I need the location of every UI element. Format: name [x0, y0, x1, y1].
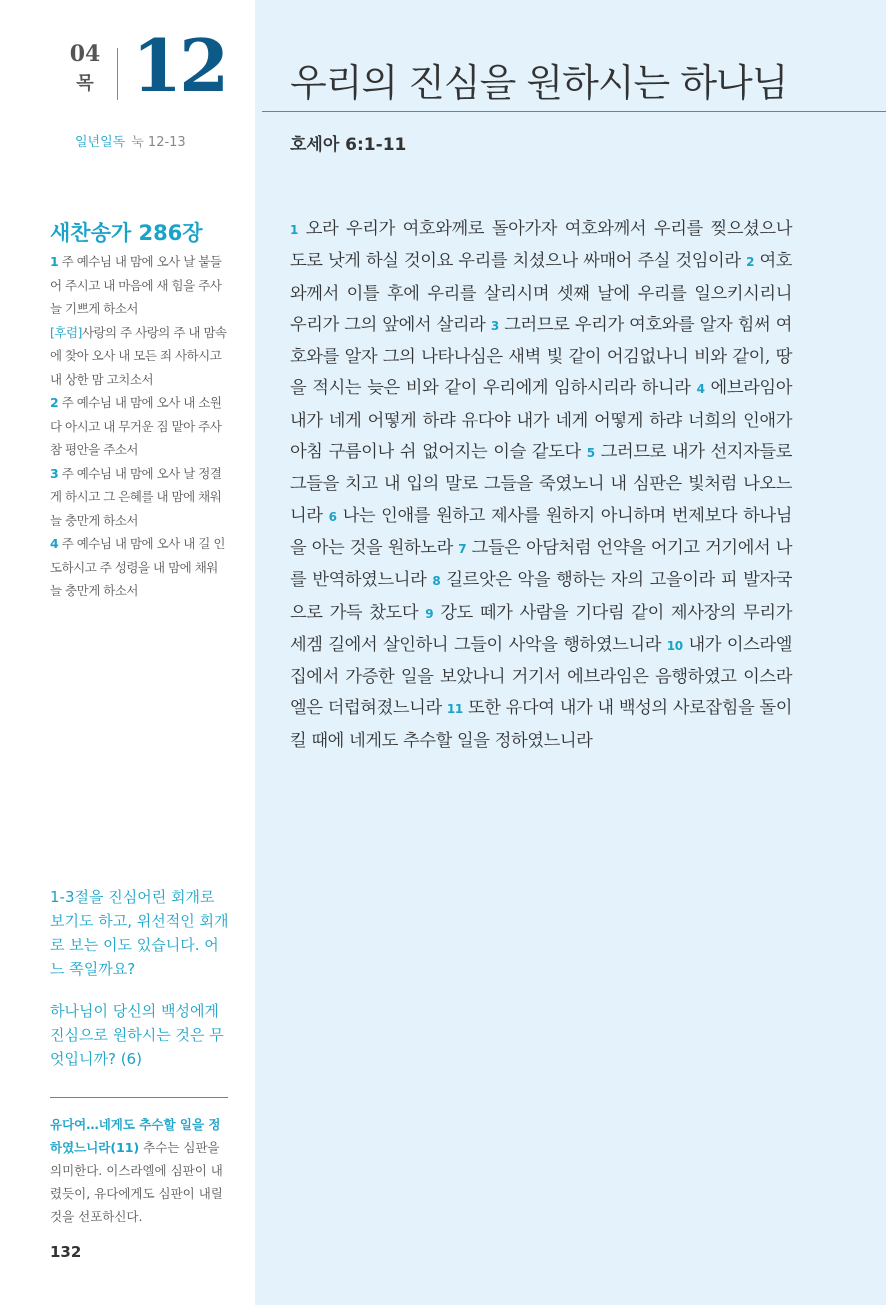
- question: 1-3절을 진심어린 회개로 보기도 하고, 위선적인 회개로 보는 이도 있습니다. 어느 쪽일까요?: [50, 888, 229, 978]
- scripture-text: [290, 214, 792, 757]
- verse-text: 내가 이스라엘 집에서 가증한 일을 보았나니 거기서 에브라임은 음행하였고 이스라엘은 더럽혀졌느니라: [290, 634, 793, 719]
- hymn-lyrics: [50, 250, 232, 603]
- page-number: 132: [50, 1243, 82, 1261]
- hymn-verse-text: 주 예수님 내 맘에 오사 날 정결게 하시고 그 은혜를 내 맘에 채워 늘 충만게 하소서: [50, 465, 222, 528]
- verse-number: 7: [458, 541, 467, 556]
- hymn-verse-text: 주 예수님 내 맘에 오사 내 소원 다 아시고 내 무거운 짐 맡아 주사 참 평안을 주소서: [50, 395, 222, 457]
- verse-number: 4: [696, 382, 705, 397]
- hymn-verse-number: 2: [50, 395, 59, 410]
- verse-number: 5: [586, 446, 595, 461]
- title-divider: [262, 111, 886, 112]
- verse-text: 그러므로 내가 선지자들로 그들을 치고 내 입의 말로 그들을 죽였노니 내 심판은 빛처럼 나오느니라: [290, 442, 793, 526]
- verse-text: 그들은 아담처럼 언약을 어기고 거기에서 나를 반역하였느니라: [290, 537, 793, 591]
- hymn-title: 새찬송가 286장: [50, 221, 203, 245]
- verse-text: 오라 우리가 여호와께로 돌아가자 여호와께서 우리를 찢으셨으나 도로 낫게 하실 것이요 우리를 치셨으나 싸매어 주실 것임이라: [290, 219, 792, 272]
- question: 하나님이 당신의 백성에게 진심으로 원하시는 것은 무엇입니까? (6): [50, 1002, 224, 1068]
- verse-text: 에브라임아 내가 네게 어떻게 하랴 유다야 내가 네게 어떻게 하랴 너희의 인애가 아침 구름이나 쉬 없어지는 이슬 같도다: [290, 378, 792, 463]
- date-small: [60, 42, 110, 94]
- date-divider: [117, 48, 118, 100]
- verse-text: 나는 인애를 원하고 제사를 원하지 아니하며 번제보다 하나님을 아는 것을 원하노라: [290, 505, 793, 558]
- verse-text: 길르앗은 악을 행하는 자의 고을이라 피 발자국으로 가득 찼도다: [290, 570, 793, 623]
- verse-text: 그러므로 우리가 여호와를 알자 힘써 여호와를 알자 그의 나타나심은 새벽 빛 같이 어김없나니 비와 같이, 땅을 적시는 늦은 비와 같이 우리에게 임하시리라 하니라: [290, 314, 793, 399]
- verse-text: 여호와께서 이틀 후에 우리를 살리시며 셋째 날에 우리를 일으키시리니 우리가 그의 앞에서 살리라: [290, 251, 793, 335]
- yearly-reading-label: 일년일독: [75, 135, 126, 150]
- passage-reference: 호세아 6:1-11: [290, 135, 407, 155]
- verse-text: 또한 유다여 내가 내 백성의 사로잡힘을 돌이킬 때에 네게도 추수할 일을 정하였느니라: [290, 698, 793, 751]
- date-weekday: 목: [76, 73, 94, 95]
- hymn-verse-number: 4: [50, 536, 59, 551]
- sidebar: [0, 0, 255, 1305]
- date-day: 12: [132, 23, 227, 108]
- verse-number: 9: [425, 606, 434, 621]
- hymn-verse-text: 주 예수님 내 맘에 오사 내 길 인도하시고 주 성령을 내 맘에 채워 늘 충만게 하소서: [50, 536, 225, 598]
- verse-number: 2: [746, 255, 755, 270]
- note-head: 유다여…네게도 추수할 일을 정하였느니라(11): [50, 1117, 221, 1155]
- hymn-chorus-label: [후렴]: [50, 324, 82, 340]
- verse-number: 1: [290, 223, 298, 237]
- sidebar-divider: [50, 1097, 228, 1098]
- hymn-verse-number: 1: [50, 254, 59, 269]
- yearly-reading-ref: 눅 12-13: [131, 135, 186, 150]
- reflection-questions: [50, 885, 232, 1089]
- verse-number: 8: [432, 574, 441, 589]
- date-month: 04: [69, 41, 101, 67]
- study-note: [50, 1113, 232, 1228]
- note-body: 추수는 심판을 의미한다. 이스라엘에 심판이 내렸듯이, 유다에게도 심판이 내릴 것을 선포하신다.: [50, 1140, 223, 1224]
- hymn-chorus-text: 사랑의 주 사랑의 주 내 맘속에 찾아 오사 내 모든 죄 사하시고 내 상한 맘 고치소서: [50, 324, 227, 387]
- verse-number: 3: [490, 318, 499, 333]
- verse-number: 11: [446, 702, 463, 717]
- verse-text: 강도 떼가 사람을 기다림 같이 제사장의 무리가 세겜 길에서 살인하니 그들이 사악을 행하였느니라: [290, 602, 793, 655]
- hymn-verse-number: 3: [50, 465, 59, 481]
- hymn-verse-text: 주 예수님 내 맘에 오사 날 붙들어 주시고 내 마음에 새 힘을 주사 늘 기쁘게 하소서: [50, 254, 222, 316]
- verse-number: 10: [666, 638, 683, 653]
- yearly-reading: [75, 131, 186, 150]
- page-title: 우리의 진심을 원하시는 하나님: [290, 61, 788, 105]
- verse-number: 6: [328, 509, 337, 524]
